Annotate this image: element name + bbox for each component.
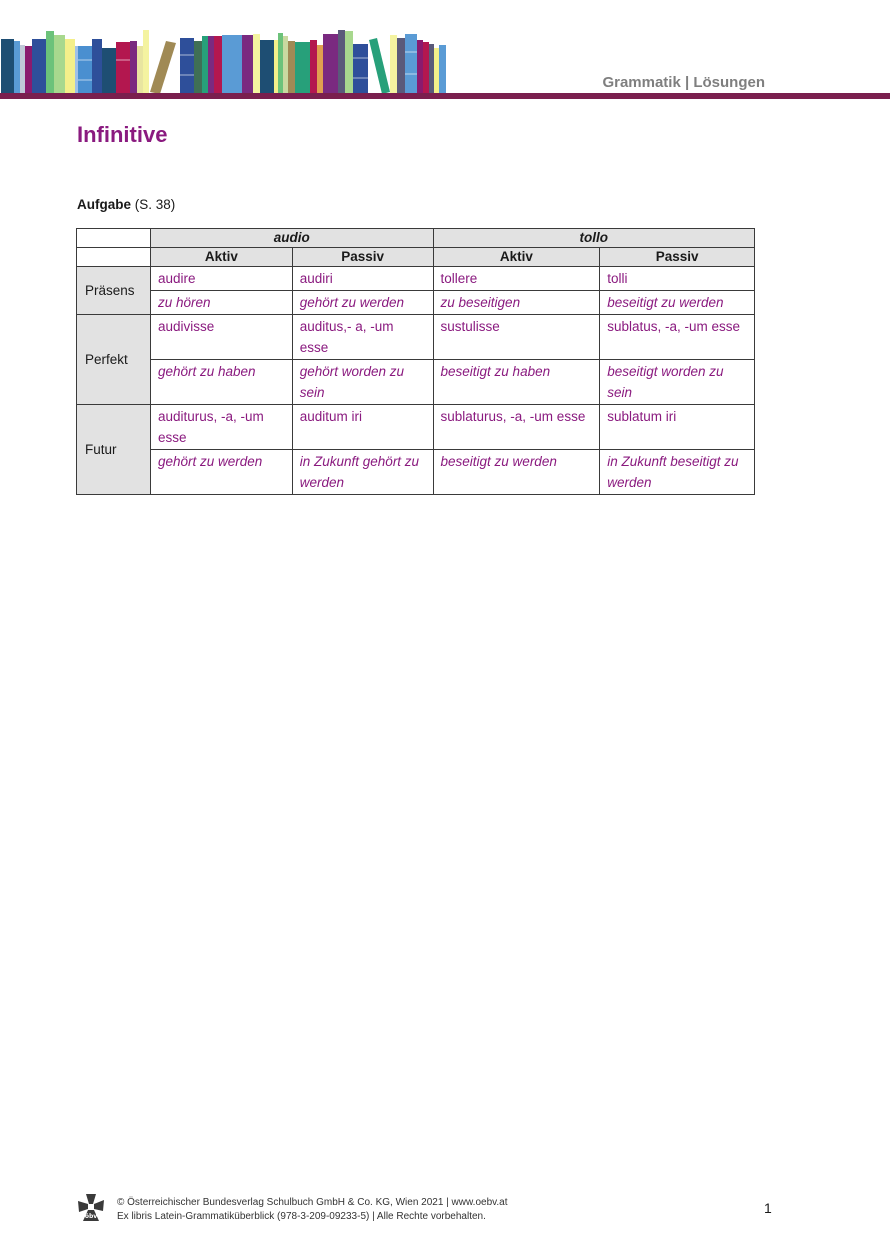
section-label: Grammatik | Lösungen	[602, 74, 765, 91]
copyright-footer	[117, 1196, 508, 1224]
task-label: Aufgabe	[77, 197, 131, 212]
latin-cell: audire	[150, 267, 292, 291]
page-title: Infinitive	[77, 122, 168, 147]
latin-cell: auditum iri	[292, 405, 433, 450]
page-number: 1	[764, 1200, 772, 1216]
table-row	[77, 315, 755, 360]
latin-cell: sublatum iri	[600, 405, 755, 450]
tense-label: Präsens	[77, 267, 151, 315]
publisher-logo	[77, 1192, 105, 1222]
verb-header: audio	[150, 229, 433, 248]
voice-header: Aktiv	[433, 248, 600, 267]
latin-cell: tollere	[433, 267, 600, 291]
voice-header-row	[77, 248, 755, 267]
latin-cell: tolli	[600, 267, 755, 291]
copyright-line: © Österreichischer Bundesverlag Schulbuch GmbH & Co. KG, Wien 2021 | www.oebv.at	[117, 1197, 508, 1208]
german-cell: beseitigt worden zu sein	[600, 360, 755, 405]
latin-cell: sublatus, -a, -um esse	[600, 315, 755, 360]
book-reference-line: Ex libris Latein-Grammatiküberblick (978-3-209-09233-5) | Alle Rechte vorbehalten.	[117, 1211, 486, 1222]
corner-cell	[77, 248, 151, 267]
german-cell: gehört zu haben	[150, 360, 292, 405]
table-row	[77, 267, 755, 291]
tense-label: Futur	[77, 405, 151, 495]
german-cell: zu beseitigen	[433, 291, 600, 315]
latin-cell: auditurus, -a, -um esse	[150, 405, 292, 450]
latin-cell: audiri	[292, 267, 433, 291]
latin-cell: sustulisse	[433, 315, 600, 360]
voice-header: Passiv	[292, 248, 433, 267]
task-heading	[77, 197, 175, 212]
voice-header: Passiv	[600, 248, 755, 267]
table-row	[77, 360, 755, 405]
task-page-ref: (S. 38)	[134, 197, 176, 212]
latin-cell: audivisse	[150, 315, 292, 360]
german-cell: beseitigt zu werden	[600, 291, 755, 315]
latin-cell: auditus,- a, -um esse	[292, 315, 433, 360]
voice-header: Aktiv	[150, 248, 292, 267]
header-rule	[0, 93, 890, 99]
table-row	[77, 450, 755, 495]
german-cell: gehört zu werden	[292, 291, 433, 315]
german-cell: zu hören	[150, 291, 292, 315]
german-cell: gehört zu werden	[150, 450, 292, 495]
book-spines	[1, 30, 446, 94]
german-cell: gehört worden zu sein	[292, 360, 433, 405]
german-cell: beseitigt zu haben	[433, 360, 600, 405]
verb-header: tollo	[433, 229, 754, 248]
corner-cell	[77, 229, 151, 248]
german-cell: beseitigt zu werden	[433, 450, 600, 495]
german-cell: in Zukunft gehört zu werden	[292, 450, 433, 495]
table-row	[77, 405, 755, 450]
german-cell: in Zukunft beseitigt zu werden	[600, 450, 755, 495]
table-row	[77, 291, 755, 315]
infinitive-table	[76, 228, 755, 495]
latin-cell: sublaturus, -a, -um esse	[433, 405, 600, 450]
logo-text: öbv	[84, 1213, 98, 1220]
tense-label: Perfekt	[77, 315, 151, 405]
verb-header-row	[77, 229, 755, 248]
